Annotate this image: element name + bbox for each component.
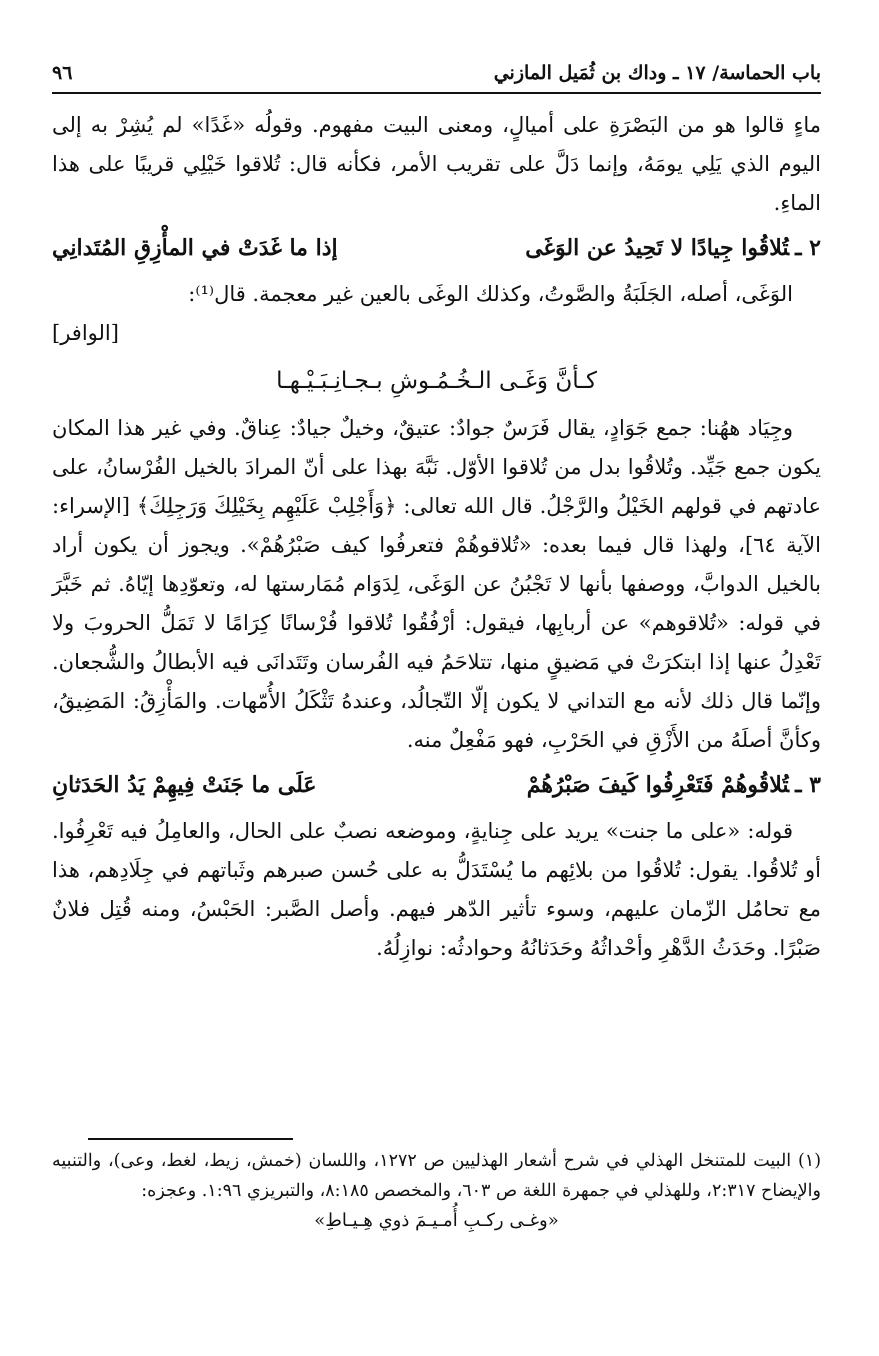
verse-3-second-hemistich: عَلَى ما جَنَتْ فِيهِمْ يَدُ الحَدَثانِ xyxy=(52,772,317,798)
footnote-rule xyxy=(88,1138,293,1140)
meter-label: [الوافر] xyxy=(52,321,119,345)
verse-3-first-hemistich: ٣ ـتُلاقُوهُمْ فَتَعْرِفُوا كَيفَ صَبْرُهُمْ xyxy=(526,772,821,798)
verse-3 xyxy=(52,764,821,806)
running-title: باب الحماسة/ ١٧ ـ وداك بن ثُمَيل المازني xyxy=(493,62,821,84)
verse-2-number: ٢ ـ xyxy=(795,235,821,261)
header-rule xyxy=(52,92,821,94)
verse-2 xyxy=(52,227,821,269)
paragraph-3: وجِيَاد ههُنا: جمع جَوَادٍ، يقال فَرَسٌ جوادٌ: عتيقٌ، وخيلٌ جيادٌ: عِناقٌ. وفي غير هذا المكان يكون جمع جَيِّد. وتُلاقُوا بدل من تُلاقوا الأوّل. نَبَّهَ بهذا على أنّ المرادَ بالخيل الفُرْسانُ، على عادتهم في قولهم الخَيْلُ والرَّجْلُ. قال الله تعالى: ﴿وَأَجْلِبْ عَلَيْهِم بِخَيْلِكَ وَرَجِلِكَ﴾ [الإسراء: الآية ٦٤]، ولهذا قال فيما بعده: «تُلاقوهُمْ فتعرفُوا كيف صَبْرُهُمْ». ويجوز أن يكون أراد بالخيل الدوابَّ، ووصفها بأنها لا تَجْبُنُ عن الوَغَى، لِدَوَام مُمَارستها له، وتعوّدِها إيّاهُ. ثم خَبَّرَ في قوله: «تُلاقوهم» عن أربابِها، فيقول: أرْفُقُوا تُلاقوا فُرْسانًا كِرَامًا لا تَمَلُّ الحروبَ ولا تَعْدِلُ عنها إذا ابتكرَتْ في مَضيقٍ منها، تتلاحَمُ فيه الفُرسان وتَتَدانَى فيه الأبطالُ والشُّجعان. وإنّما قال ذلك لأنه مع التداني لا يكون إلّا التّجالُد، وعندهُ تَثْكَلُ الأُمّهات. والمَأْزِقُ: المَضِيقُ، وكأنَّ أصلَهُ من الأَزْقِ في الحَرْبِ، فهو مَفْعِلٌ منه. xyxy=(52,416,821,752)
paragraph-4: قوله: «على ما جنت» يريد على جِنايةٍ، وموضعه نصبٌ على الحال، والعامِلُ فيه تَعْرِفُوا. أو تُلاقُوا. يقول: تُلاقُوا من بلائِهم ما يُسْتَدَلُّ به على حُسن صبرهم وثَباتهم في جِلَادِهم، هذا مع تحامُل الزّمان عليهم، وسوء تأثير الدّهر فيهم. وأصل الصَّبر: الحَبْسُ، ومنه قُتِل فلانٌ صَبْرًا. وحَدَثُ الدَّهْرِ وأحْداثُهُ وحَدَثانُهُ وحوادثُه: نوازِلُهُ. xyxy=(52,819,821,960)
paragraph-1: ماءٍ قالوا هو من البَصْرَةِ على أميالٍ، ومعنى البيت مفهوم. وقولُه «غَدًا» لم يُشِرْ به إلى اليوم الذي يَلِي يومَهُ، وإنما دَلَّ على تقريب الأمر، فكأنه قال: تُلاقوا خَيْلِي قريبًا على هذا الماءِ. xyxy=(52,113,821,215)
verse-3-number: ٣ ـ xyxy=(795,772,821,798)
page-header xyxy=(52,54,821,92)
footnote-1-verse: «وغـى ركـبِ أُمـيـمَ ذوي هِـيـاطِ» xyxy=(314,1210,559,1231)
footnote-1: (١) البيت للمتنخل الهذلي في شرح أشعار الهذليين ص ١٢٧٢، واللسان (خمش، زيط، لغط، وعى)، والتنبيه والإيضاح ٢:٣١٧، وللهذلي في جمهرة اللغة ص ٦٠٣، والمخصص ٨:١٨٥، والتبريزي ١:٩٦. وعجزه: xyxy=(52,1151,822,1201)
quoted-hemistich: كـأنَّ وَغَـى الـخُـمُـوشِ بـجـانِـبَـيْـهـا xyxy=(276,368,597,394)
main-text xyxy=(52,106,821,968)
verse-2-first-hemistich: ٢ ـتُلاقُوا جِيادًا لا تَحِيدُ عن الوَغَى xyxy=(525,235,821,261)
paragraph-2: الوَغَى، أصله، الجَلَبَةُ والصَّوتُ، وكذلك الوغَى بالعين غير معجمة. قال⁽¹⁾: xyxy=(188,282,793,306)
page-number: ٩٦ xyxy=(52,62,73,84)
footnotes xyxy=(52,1146,821,1236)
verse-2-second-hemistich: إذا ما غَدَتْ في المأْزِقِ المُتَدانِي xyxy=(52,235,338,261)
